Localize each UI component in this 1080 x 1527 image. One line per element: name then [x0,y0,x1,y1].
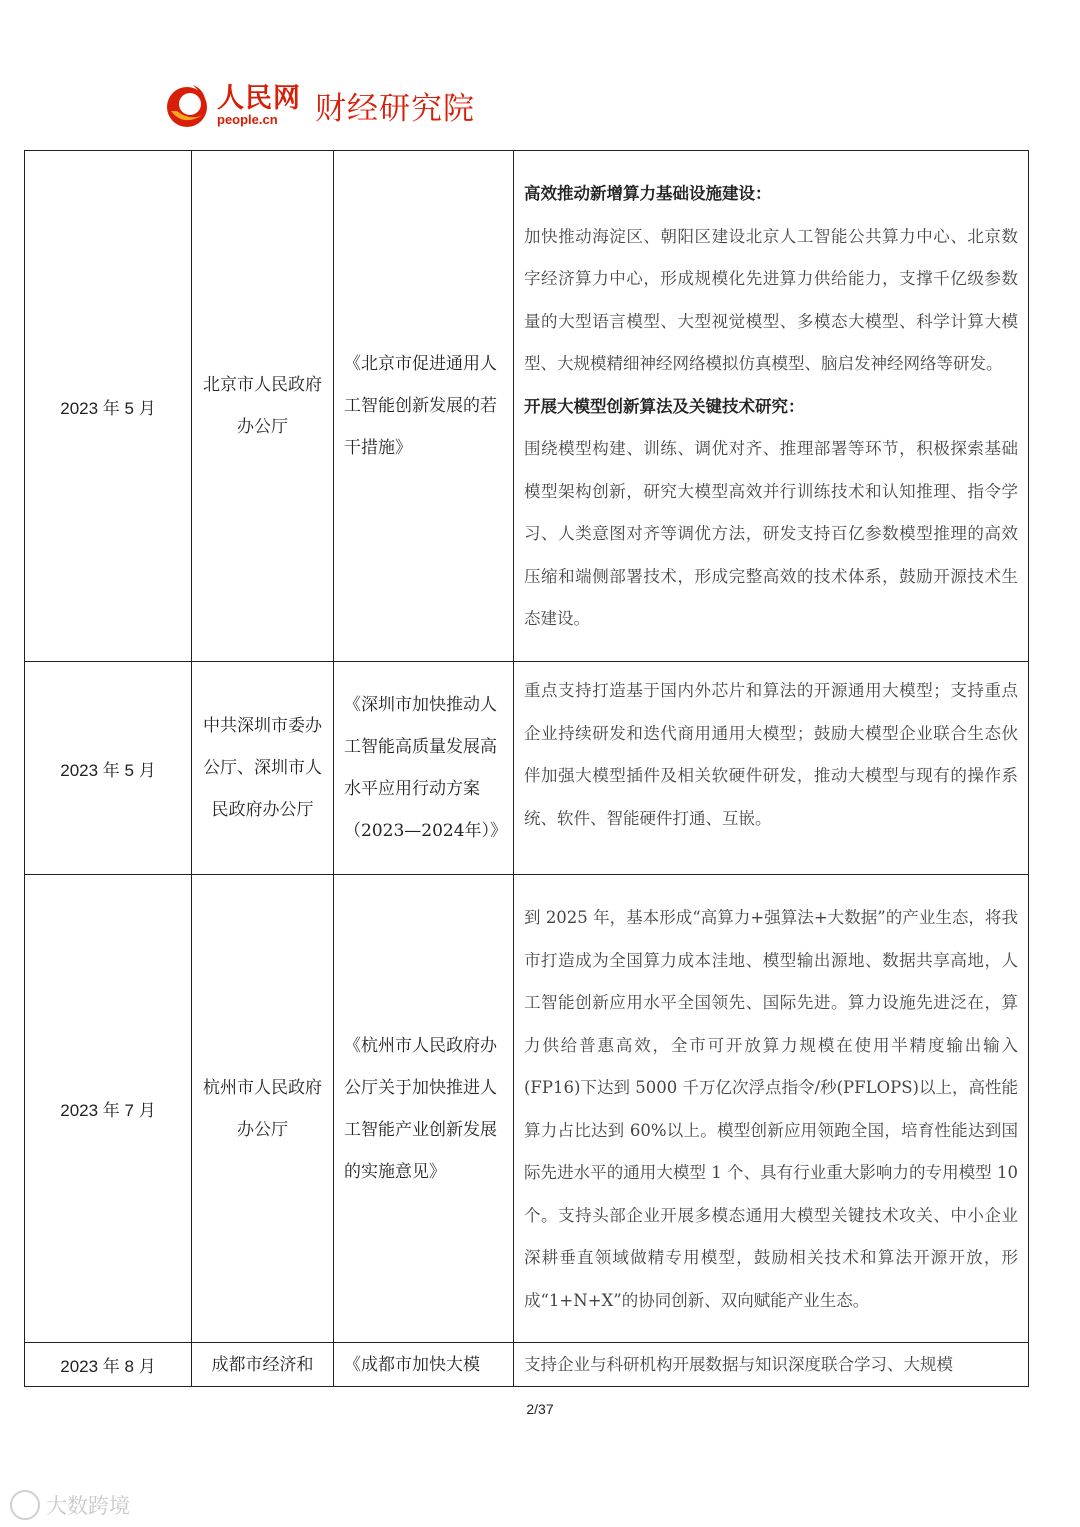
content-paragraph: 围绕模型构建、训练、调优对齐、推理部署等环节，积极探索基础模型架构创新，研究大模型高效并行训练技术和认知推理、指令学习、人类意图对齐等调优方法，研发支持百亿参数模型推理的高效压缩和端侧部署技术，形成完整高效的技术体系，鼓励开源技术生态建设。 [524,439,1018,629]
org-cell: 杭州市人民政府办公厅 [192,875,334,1343]
logo-cn: 人民网 [217,82,301,114]
logo-text [217,84,301,127]
content-paragraph: 到 2025 年，基本形成“高算力+强算法+大数据”的产业生态，将我市打造成为全国算力成本洼地、模型输出源地、数据共享高地，人工智能创新应用水平全国领先、国际先进。算力设施先进泛在，算力供给普惠高效，全市可开放算力规模在使用半精度输出输入(FP16)下达到 5000 千万亿次浮点指令/秒(PFLOPS)以上，高性能算力占比达到 60%以上。模型创新应用领跑全国，培育性能达到国际先进水平的通用大模型 1 个、具有行业重大影响力的专用模型 10 个。支持头部企业开展多模态通用大模型关键技术攻关、中小企业深耕垂直领域做精专用模型，鼓励相关技术和算法开源开放，形成“1+N+X”的协同创新、双向赋能产业生态。 [524,908,1018,1310]
org-cell: 中共深圳市委办公厅、深圳市人民政府办公厅 [192,662,334,875]
header [163,78,475,132]
date-cell: 2023 年 7 月 [25,875,192,1343]
content-heading: 开展大模型创新算法及关键技术研究： [524,396,805,416]
date-cell: 2023 年 5 月 [25,662,192,875]
people-logo-icon [163,81,211,129]
org-cell: 北京市人民政府办公厅 [192,151,334,662]
institute-name: 财经研究院 [315,90,475,127]
content-paragraph: 支持企业与科研机构开展数据与知识深度联合学习、大规模 [524,1354,953,1374]
content-cell [514,662,1029,875]
table-row [25,662,1029,875]
content-paragraph: 加快推动海淀区、朝阳区建设北京人工智能公共算力中心、北京数字经济算力中心，形成规模化先进算力供给能力，支撑千亿级参数量的大型语言模型、大型视觉模型、多模态大模型、科学计算大模型、大规模精细神经网络模拟仿真模型、脑启发神经网络等研发。 [524,226,1018,374]
document-cell: 《杭州市人民政府办公厅关于加快推进人工智能产业创新发展的实施意见》 [334,875,514,1343]
watermark-text: 大数跨境 [46,1494,130,1518]
content-cell [514,151,1029,662]
content-heading: 高效推动新增算力基础设施建设： [524,184,772,204]
table-row [25,1343,1029,1387]
document-cell: 《北京市促进通用人工智能创新发展的若干措施》 [334,151,514,662]
watermark-logo-icon [10,1490,40,1520]
content-cell [514,875,1029,1343]
policy-table [24,150,1029,1387]
table-row [25,151,1029,662]
table-row [25,875,1029,1343]
content-paragraph: 重点支持打造基于国内外芯片和算法的开源通用大模型；支持重点企业持续研发和迭代商用通用大模型；鼓励大模型企业联合生态伙伴加强大模型插件及相关软硬件研发，推动大模型与现有的操作系统、软件、智能硬件打通、互嵌。 [524,681,1018,828]
document-cell: 《成都市加快大模 [334,1343,514,1387]
date-cell: 2023 年 8 月 [25,1343,192,1387]
page-number: 2/37 [526,1401,554,1417]
content-cell [514,1343,1029,1387]
date-cell: 2023 年 5 月 [25,151,192,662]
logo-en: people.cn [217,111,278,127]
document-cell: 《深圳市加快推动人工智能高质量发展高水平应用行动方案（2023—2024年）》 [334,662,514,875]
org-cell: 成都市经济和 [192,1343,334,1387]
watermark [10,1490,130,1520]
